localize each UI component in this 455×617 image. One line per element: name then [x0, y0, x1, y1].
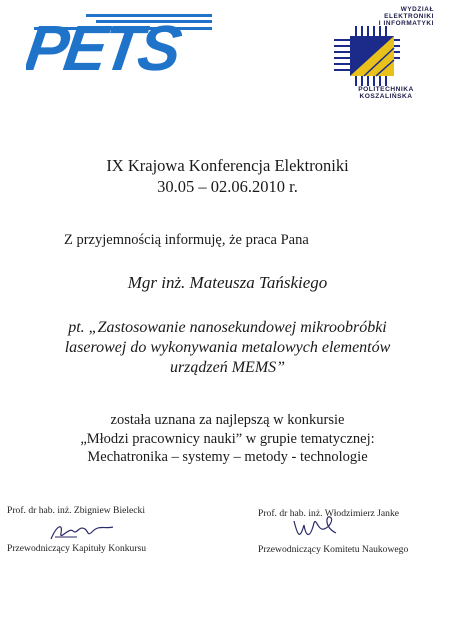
signatory-role: Przewodniczący Kapituły Konkursu: [7, 543, 147, 554]
faculty-name: [360, 6, 434, 27]
university-name-line: KOSZALIŃSKA: [359, 93, 413, 100]
signatory-name: Prof. dr hab. inż. Zbigniew Bielecki: [7, 505, 146, 516]
university-name-line: POLITECHNIKA: [358, 86, 414, 93]
award-line: Mechatronika – systemy – metody - technologie: [87, 449, 368, 465]
paper-title: [0, 318, 455, 378]
signatory-name: Prof. dr hab. inż. Włodzimierz Janke: [258, 508, 400, 519]
university-name: [338, 86, 434, 100]
award-line: „Młodzi pracownicy nauki” w grupie tematycznej:: [80, 430, 375, 447]
pets-logo: [26, 6, 214, 82]
recipient-name: Mgr inż. Mateusza Tańskiego: [127, 273, 328, 292]
faculty-name-line: I INFORMATYKI: [378, 20, 434, 27]
handwritten-signature: [47, 519, 117, 545]
award-text: [0, 411, 455, 467]
award-line: została uznana za najlepszą w konkursie: [110, 412, 345, 428]
handwritten-signature: [290, 513, 340, 543]
faculty-name-line: WYDZIAŁ: [400, 6, 434, 13]
paper-title-line: pt. „Zastosowanie nanosekundowej mikroobróbki: [68, 319, 387, 336]
conference-dates: 30.05 – 02.06.2010 r.: [157, 177, 298, 196]
paper-title-line: laserowej do wykonywania metalowych elementów: [64, 339, 391, 356]
conference-title: IX Krajowa Konferencja Elektroniki: [106, 156, 349, 175]
intro-text: Z przyjemnością informuję, że praca Pana: [64, 232, 309, 248]
faculty-logo: [328, 6, 436, 106]
pets-logo-text: PETS: [26, 12, 183, 82]
pets-logo-graphic: [26, 6, 214, 82]
chip-icon: [334, 26, 400, 86]
paper-title-line: urządzeń MEMS”: [169, 359, 286, 376]
faculty-name-line: ELEKTRONIKI: [384, 13, 434, 20]
signatory-role: Przewodniczący Komitetu Naukowego: [258, 544, 409, 555]
